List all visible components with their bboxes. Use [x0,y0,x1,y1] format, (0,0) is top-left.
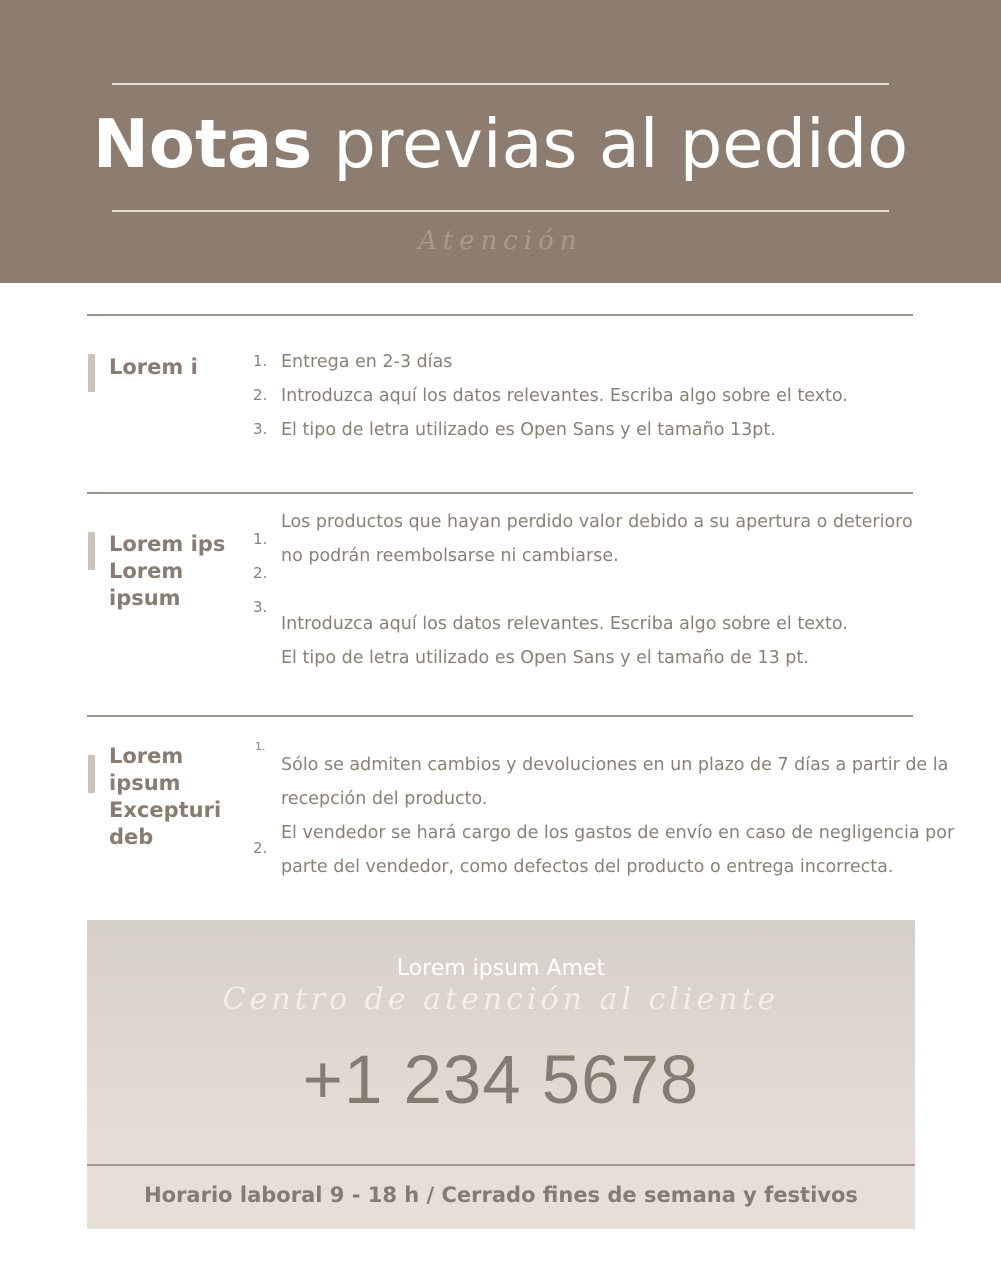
list-item: Introduzca aquí los datos relevantes. Escriba algo sobre el texto. [281,614,848,634]
header-top-rule [112,83,889,85]
list-number: 2. [253,564,268,582]
phone-number: +1 234 5678 [302,1041,700,1118]
list-number: 2. [253,839,268,857]
header-script-text: Atención [418,226,583,256]
list-item: no podrán reembolsarse ni cambiarse. [281,546,619,566]
contact-title: Lorem ipsum Amet [396,956,606,981]
list-item: El tipo de letra utilizado es Open Sans y el tamaño de 13 pt. [281,648,809,668]
list-item: Los productos que hayan perdido valor debido a su apertura o deterioro [281,512,913,532]
header-bottom-rule [112,210,889,212]
section-divider [87,492,913,494]
section-label-bar [88,532,95,570]
business-hours: Horario laboral 9 - 18 h / Cerrado fines de semana y festivos [144,1183,858,1207]
header-banner [0,0,1001,283]
list-item: Introduzca aquí los datos relevantes. Escriba algo sobre el texto. [281,386,848,406]
list-number: 1. [253,530,268,548]
list-item: parte del vendedor, como defectos del producto o entrega incorrecta. [281,857,894,877]
section-label-bar [88,755,95,793]
section-label: Lorem ipsum Excepturi deb [109,744,222,849]
contact-script-text: Centro de atención al cliente [222,982,780,1017]
list-item: recepción del producto. [281,789,488,809]
list-item: Entrega en 2-3 días [281,352,453,372]
list-number: 1. [253,352,268,370]
list-number: 3. [253,420,268,438]
list-number: 3. [253,598,268,616]
list-item: El tipo de letra utilizado es Open Sans y el tamaño 13pt. [281,420,776,440]
list-number: 2. [253,386,268,404]
section-divider [87,314,913,316]
page-title-rest: previas al pedido [333,105,909,183]
list-item: Sólo se admiten cambios y devoluciones en un plazo de 7 días a partir de la [281,755,949,775]
section-label: Lorem i [109,355,198,379]
section-divider [87,715,913,717]
list-number: 1. [255,740,266,753]
page-title [0,101,1001,187]
section-label: Lorem ips Lorem ipsum [109,532,226,610]
section-label-bar [88,354,95,392]
list-item: El vendedor se hará cargo de los gastos de envío en caso de negligencia por [281,823,955,843]
page-title-bold: Notas [92,105,313,183]
